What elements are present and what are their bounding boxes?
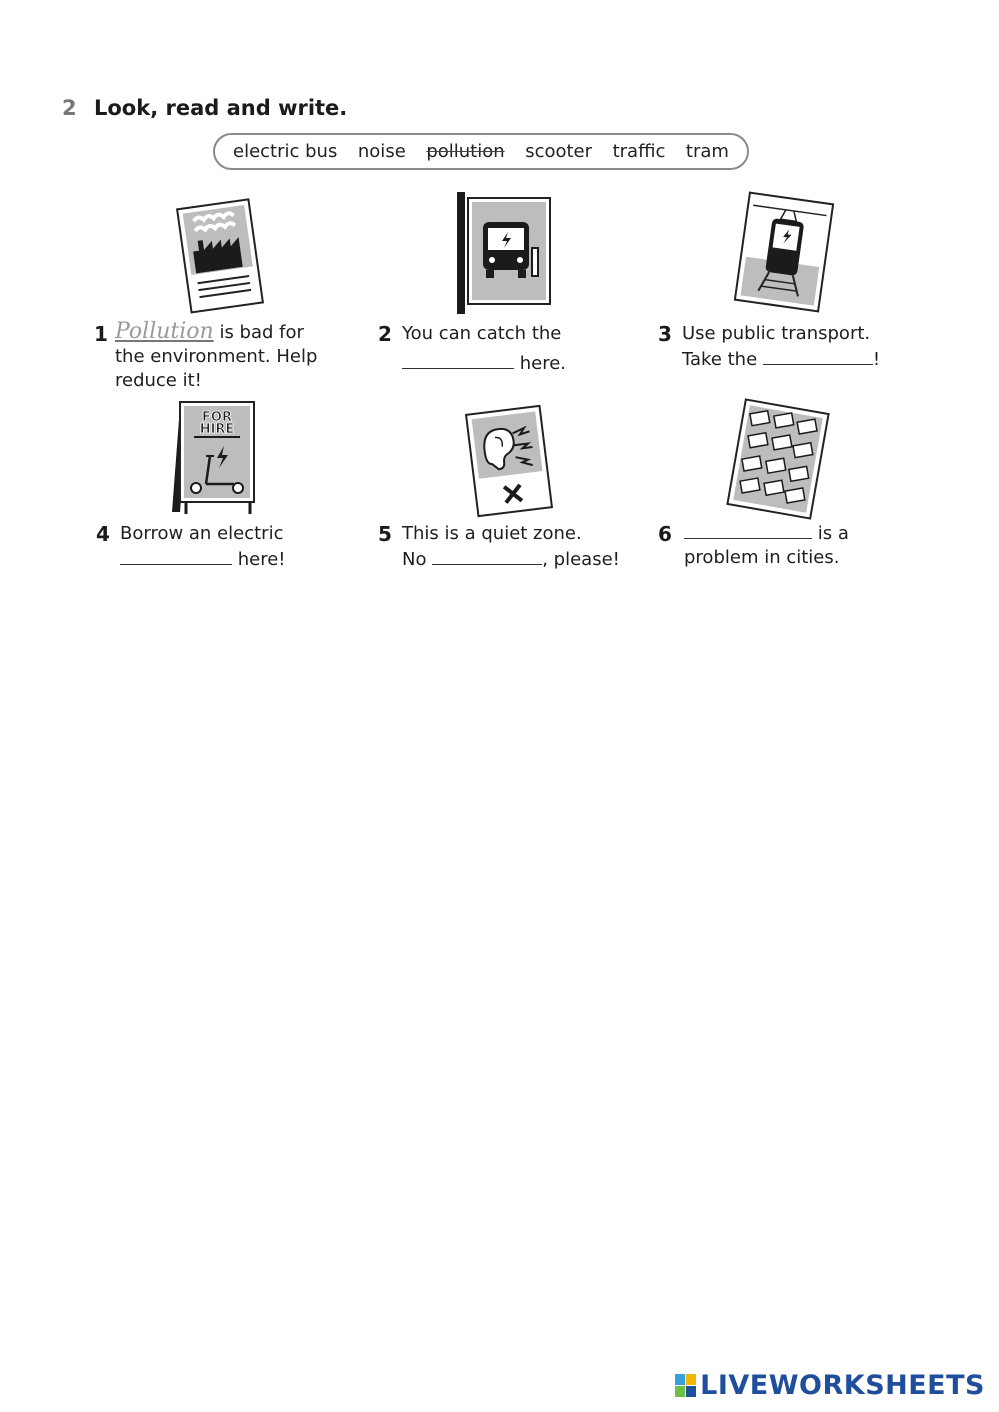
item-2-text-part: here. bbox=[519, 353, 567, 374]
sign-text: HIRE bbox=[199, 422, 235, 437]
item-6-text-part: problem in cities. bbox=[684, 547, 840, 568]
bus-stop-icon bbox=[452, 190, 556, 316]
item-1-text bbox=[115, 320, 355, 393]
item-6-text-part: is a bbox=[817, 523, 849, 544]
word-bank-item: scooter bbox=[525, 141, 593, 162]
exercise-number: 2 bbox=[62, 96, 77, 120]
word-bank-item-struck: pollution bbox=[426, 141, 505, 162]
item-3-text-part: Take the bbox=[682, 349, 758, 370]
item-6-blank[interactable] bbox=[684, 520, 812, 539]
item-number: 4 bbox=[96, 522, 110, 546]
item-4-text-part: Borrow an electric bbox=[120, 523, 284, 544]
item-5-text-part: This is a quiet zone. bbox=[402, 523, 582, 544]
word-bank-item: noise bbox=[357, 141, 406, 162]
item-number: 6 bbox=[658, 522, 672, 546]
sign-text: FOR bbox=[202, 410, 232, 425]
word-bank-item: electric bus bbox=[233, 141, 338, 162]
item-1-text-part: the environment. Help bbox=[115, 346, 318, 367]
scooter-icon bbox=[166, 400, 260, 516]
factory-icon bbox=[172, 198, 266, 314]
item-5-text-part: No bbox=[402, 549, 427, 570]
item-3-blank[interactable] bbox=[763, 346, 873, 365]
item-5-text-part: , please! bbox=[542, 549, 620, 570]
item-1-answer: Pollution bbox=[115, 319, 214, 344]
item-3-text-part: Use public transport. bbox=[682, 323, 871, 344]
tram-icon bbox=[730, 190, 838, 314]
item-2-text bbox=[402, 322, 642, 376]
item-5-text bbox=[402, 522, 642, 572]
item-4-text-part: here! bbox=[237, 549, 286, 570]
logo-text: LIVEWORKSHEETS bbox=[700, 1370, 985, 1401]
liveworksheets-logo bbox=[675, 1370, 985, 1401]
traffic-icon bbox=[722, 396, 834, 522]
ear-icon bbox=[462, 404, 556, 518]
word-bank bbox=[213, 133, 749, 170]
item-1-text-part: is bad for bbox=[219, 322, 304, 343]
item-3-text-part: ! bbox=[872, 349, 881, 370]
word-bank-item: traffic bbox=[612, 141, 666, 162]
item-2-blank[interactable] bbox=[402, 350, 514, 369]
item-number: 5 bbox=[378, 522, 392, 546]
item-2-text-part: You can catch the bbox=[402, 323, 562, 344]
item-4-text bbox=[120, 522, 360, 572]
exercise-title: Look, read and write. bbox=[94, 96, 348, 120]
word-bank-item: tram bbox=[685, 141, 729, 162]
item-1-text-part: reduce it! bbox=[115, 370, 202, 391]
item-number: 2 bbox=[378, 322, 392, 346]
item-4-blank[interactable] bbox=[120, 546, 232, 565]
item-6-text bbox=[684, 520, 924, 570]
item-3-text bbox=[682, 322, 922, 372]
logo-mark-icon bbox=[675, 1374, 696, 1397]
item-5-blank[interactable] bbox=[432, 546, 542, 565]
item-number: 3 bbox=[658, 322, 672, 346]
item-number: 1 bbox=[94, 322, 108, 346]
